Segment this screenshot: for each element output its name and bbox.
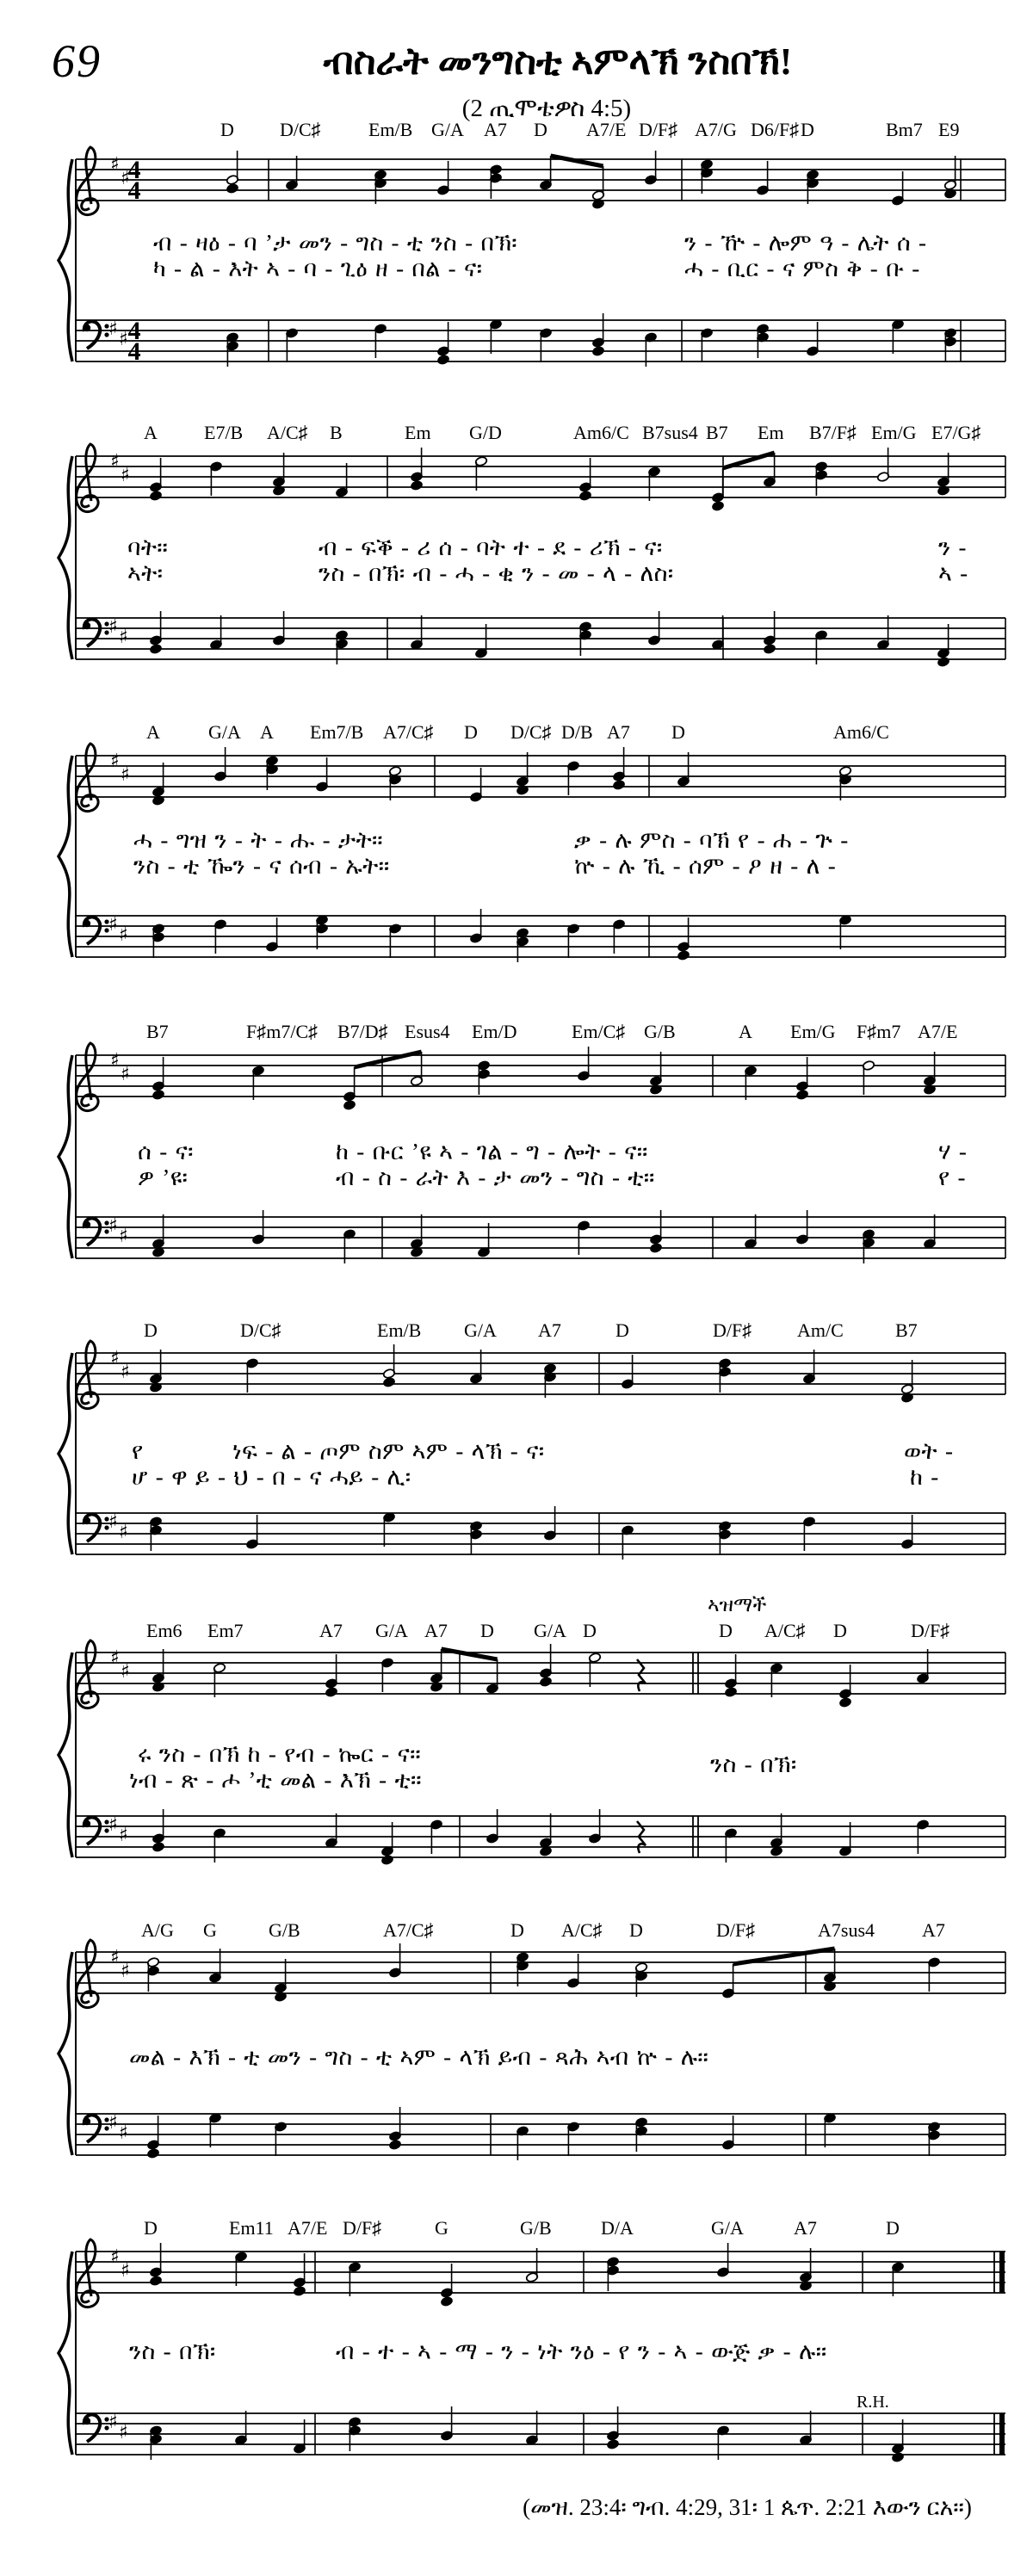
chord-symbol: Em — [758, 422, 784, 443]
lyric-line-segment: የ - — [938, 1164, 966, 1190]
bass-note — [152, 1842, 165, 1853]
chord-symbol: D — [833, 1620, 847, 1641]
bass-note — [150, 644, 163, 655]
lyric-line-segment: ነብ - ጽ - ሖ ’ቲ መል - እኽ - ቲ። — [129, 1767, 422, 1793]
sharp-icon: ♯ — [108, 914, 118, 936]
treble-note — [540, 1677, 553, 1688]
bass-note — [437, 355, 450, 366]
chord-symbol: A — [146, 721, 160, 743]
chord-symbol: Em7 — [207, 1620, 244, 1641]
treble-note — [579, 491, 592, 502]
lyric-line-segment: ብ - ተ - ኣ - ማ - ን - ነት ንዕ - የ ን - ኣ - ውጅ ቃ - ሉ። — [336, 2338, 827, 2364]
chord-symbol: A/C♯ — [267, 422, 308, 443]
chord-symbol: Esus4 — [405, 1021, 450, 1042]
lyric-line-segment: ን - ዅ - ሎም ዓ - ሌት ሰ - — [684, 230, 927, 256]
lyric-line-segment: ንስ - ቲ ዀን - ና ሰብ - ኡት። — [133, 853, 390, 879]
lyric-line-segment: ወት - — [904, 1438, 954, 1464]
treble-note — [152, 1090, 165, 1101]
refrain-label: ኣዝማች — [708, 1594, 767, 1615]
chord-symbol: D — [144, 1319, 158, 1341]
sharp-icon: ♯ — [110, 1647, 120, 1669]
chord-symbol: E9 — [938, 119, 960, 140]
chord-symbol: Bm7 — [886, 119, 923, 140]
sharp-icon: ♯ — [108, 2112, 118, 2134]
system-brace — [59, 1353, 72, 1554]
chord-symbol: G/A — [711, 2217, 744, 2239]
system-brace — [59, 2252, 72, 2455]
treble-note — [294, 2286, 306, 2297]
lyric-line-segment: ከ - — [910, 1464, 939, 1490]
treble-note — [712, 501, 725, 512]
sharp-icon: ♯ — [108, 1814, 118, 1836]
bass-clef-icon — [84, 2118, 90, 2125]
chord-symbol: A7 — [538, 1319, 561, 1341]
chord-symbol: G/A — [464, 1319, 497, 1341]
treble-note — [839, 1697, 852, 1708]
sharp-icon: ♯ — [108, 2412, 118, 2433]
treble-note — [226, 183, 239, 195]
treble-note — [725, 1687, 738, 1698]
chord-symbol: G/A — [534, 1620, 566, 1641]
chord-symbol: D — [220, 119, 234, 140]
chord-symbol: A/C♯ — [561, 1919, 603, 1941]
time-signature: 4 — [127, 156, 141, 184]
system-brace — [59, 1055, 72, 1258]
chord-symbol: F♯m7/C♯ — [246, 1021, 319, 1042]
bass-note — [677, 950, 690, 961]
chord-symbol: B7/F♯ — [809, 422, 857, 443]
sharp-icon: ♯ — [108, 1511, 118, 1533]
chord-symbol: A7/G — [695, 119, 737, 140]
treble-clef-icon — [77, 444, 98, 512]
sharp-icon: ♯ — [119, 2422, 128, 2443]
bass-note — [764, 644, 776, 655]
lyric-line-segment: ሩ ንስ - በኽ ከ - የብ - ኰር - ና። — [138, 1741, 422, 1767]
sharp-icon: ♯ — [121, 1961, 130, 1982]
chord-symbol: D/F♯ — [716, 1919, 756, 1941]
lyric-line-segment: ን - — [938, 534, 967, 560]
bass-clef-icon — [84, 622, 90, 629]
time-signature: 4 — [127, 337, 141, 366]
lyric-line-segment: ብ - ስ - ራት እ - ታ መን - ግስ - ቲ። — [336, 1164, 655, 1190]
chord-symbol: G — [435, 2217, 448, 2239]
chord-symbol: A/C♯ — [764, 1620, 806, 1641]
sharp-icon: ♯ — [121, 465, 130, 486]
bass-clef-icon — [84, 324, 90, 331]
chord-symbol: D — [719, 1620, 733, 1641]
chord-symbol: A — [260, 721, 274, 743]
bass-clef-icon — [84, 920, 90, 927]
sharp-icon: ♯ — [119, 1226, 128, 1247]
sharp-icon: ♯ — [108, 616, 118, 638]
sharp-icon: ♯ — [110, 751, 120, 772]
bass-clef-icon — [84, 1517, 90, 1524]
lyric-line-segment: ሰ - ና፡ — [138, 1139, 194, 1164]
sharp-icon: ♯ — [119, 1522, 128, 1543]
chord-symbol: D — [510, 1919, 524, 1941]
sharp-icon: ♯ — [110, 2246, 120, 2268]
treble-clef-icon — [77, 147, 98, 215]
chord-symbol: A7sus4 — [818, 1919, 875, 1941]
chord-symbol: D/C♯ — [240, 1319, 281, 1341]
system-brace — [59, 456, 72, 659]
chord-symbol: A — [144, 422, 158, 443]
chord-symbol: D/C♯ — [510, 721, 552, 743]
lyric-line-segment: ሆ - ዋ ይ - ህ - በ - ና ሓይ - ሊ፡ — [132, 1464, 411, 1490]
chord-symbol: G/B — [269, 1919, 300, 1941]
chord-symbol: Em/B — [377, 1319, 422, 1341]
treble-clef-icon — [77, 1940, 98, 2008]
sharp-icon: ♯ — [121, 1362, 130, 1383]
sharp-icon: ♯ — [119, 924, 128, 946]
chord-symbol: G/B — [520, 2217, 552, 2239]
lyric-line-segment: ንስ - በኽ፡ — [129, 2338, 216, 2364]
bass-note — [592, 346, 605, 357]
lyric-line-segment: ሓ - ቢር - ና ምስ ቅ - ቡ - — [684, 256, 920, 281]
chord-symbol: D — [583, 1620, 597, 1641]
chord-symbol: D — [615, 1319, 629, 1341]
chord-symbol: B7 — [146, 1021, 169, 1042]
chord-symbol: Em6 — [146, 1620, 182, 1641]
sharp-icon: ♯ — [110, 1348, 120, 1369]
sharp-icon: ♯ — [110, 1947, 120, 1968]
bass-note — [607, 2439, 620, 2450]
sharp-icon: ♯ — [121, 1064, 130, 1085]
beam — [551, 156, 603, 166]
chord-symbol: A7 — [922, 1919, 945, 1941]
chord-symbol: D/B — [561, 721, 593, 743]
chord-symbol: A7 — [794, 2217, 817, 2239]
treble-clef-icon — [77, 744, 98, 812]
right-hand-label: R.H. — [857, 2393, 889, 2412]
lyric-line-segment: ንስ - በኽ፡ ብ - ሓ - ቂ ን - መ - ላ - ለስ፡ — [319, 560, 674, 586]
chord-symbol: A/G — [141, 1919, 174, 1941]
treble-note — [343, 1100, 356, 1111]
final-barline — [999, 2413, 1005, 2455]
bass-clef-icon — [84, 1221, 90, 1228]
chord-symbol: D/A — [601, 2217, 634, 2239]
lyric-line-segment: ብ - ፍቕ - ሪ ሰ - ባት ተ - ደ - ሪኽ - ና፡ — [319, 534, 663, 560]
bass-note — [937, 657, 950, 668]
chord-symbol: Am6/C — [573, 422, 629, 443]
chord-symbol: D — [671, 721, 685, 743]
chord-symbol: A7/E — [918, 1021, 958, 1042]
scripture-footer: (መዝ. 23:4፡ ግብ. 4:29, 31፡ 1 ጴጥ. 2:21 እውን ርአ።) — [523, 2494, 972, 2520]
treble-note — [325, 1687, 338, 1698]
treble-note — [796, 1090, 809, 1101]
beam — [442, 1649, 498, 1659]
treble-clef-icon — [77, 1341, 98, 1409]
system-brace — [59, 1652, 72, 1857]
lyric-line-segment: ንስ - በኽ፡ — [710, 1751, 797, 1777]
treble-clef-icon — [77, 1043, 98, 1111]
treble-clef-icon — [77, 2239, 98, 2307]
lyric-line-segment: ካ - ል - እት ኣ - ባ - ጊዕ ዘ - በል - ና፡ — [153, 256, 483, 281]
lyric-line-segment: ሃ - — [938, 1139, 968, 1164]
system-brace — [59, 1952, 72, 2155]
chord-symbol: Em11 — [229, 2217, 274, 2239]
chord-symbol: D — [534, 119, 547, 140]
system-brace — [59, 756, 72, 957]
chord-symbol: E7/B — [204, 422, 244, 443]
sharp-icon: ♯ — [121, 764, 130, 786]
chord-symbol: B7 — [895, 1319, 918, 1341]
lyric-line-segment: የ — [132, 1438, 144, 1464]
lyric-line-segment: ባት። — [127, 534, 169, 560]
lyric-line-segment: ከ - ቡር ’ዩ ኣ - ገል - ግ - ሎት - ና። — [336, 1139, 648, 1164]
sharp-icon: ♯ — [110, 451, 120, 473]
lyric-line-segment: ቃ - ሉ ምስ - ባኽ የ - ሐ - ጕ - — [574, 827, 849, 853]
sharp-icon: ♯ — [119, 329, 128, 350]
chord-symbol: B — [330, 422, 343, 443]
chord-symbol: D/C♯ — [280, 119, 321, 140]
sharp-icon: ♯ — [119, 1825, 128, 1846]
chord-symbol: D6/F♯ — [751, 119, 800, 140]
chord-symbol: D/F♯ — [713, 1319, 752, 1341]
chord-symbol: D — [629, 1919, 643, 1941]
sharp-icon: ♯ — [119, 627, 128, 648]
chord-symbol: G/D — [469, 422, 502, 443]
final-barline — [999, 2252, 1005, 2293]
chord-symbol: E7/G♯ — [931, 422, 981, 443]
chord-symbol: F♯m7 — [857, 1021, 901, 1042]
lyric-line-segment: ኣት፡ — [127, 560, 164, 586]
lyric-line-segment: ነፍ - ል - ጦም ስም ኣም - ላኽ - ና፡ — [232, 1438, 545, 1464]
chord-symbol: Em/B — [368, 119, 413, 140]
chord-symbol: Em/D — [472, 1021, 517, 1042]
treble-note — [150, 2276, 163, 2287]
time-signature: 4 — [127, 317, 141, 345]
bass-note — [892, 2452, 905, 2463]
chord-symbol: A7/C♯ — [383, 1919, 434, 1941]
system-brace — [59, 159, 72, 361]
chord-symbol: Em7/B — [310, 721, 364, 743]
chord-symbol: D/F♯ — [639, 119, 678, 140]
chord-symbol: G/A — [431, 119, 464, 140]
treble-note — [441, 2296, 454, 2307]
chord-symbol: G/B — [644, 1021, 676, 1042]
chord-symbol: D — [144, 2217, 158, 2239]
time-signature: 4 — [127, 176, 141, 205]
lyric-line-segment: ኣ - — [938, 560, 968, 586]
song-title: ብስራት መንግስቲ ኣምላኽ ንስበኽ! — [323, 40, 793, 83]
sharp-icon: ♯ — [110, 1050, 120, 1072]
sharp-icon: ♯ — [119, 2122, 128, 2144]
chord-symbol: D — [886, 2217, 900, 2239]
chord-symbol: A7 — [484, 119, 507, 140]
treble-note — [411, 480, 424, 491]
lyric-line-segment: መል - እኽ - ቲ መን - ግስ - ቲ ኣም - ላኽ ይብ - ጻሕ ኣብ ኵ - ሉ። — [129, 2044, 709, 2070]
treble-note — [383, 1377, 396, 1388]
chord-symbol: A7/C♯ — [383, 721, 434, 743]
lyric-line-segment: ዎ ’ዩ፡ — [138, 1164, 189, 1190]
bass-clef-icon — [84, 2418, 90, 2425]
chord-symbol: D/F♯ — [343, 2217, 382, 2239]
chord-symbol: G/A — [375, 1620, 408, 1641]
chord-symbol: Am/C — [797, 1319, 844, 1341]
lyric-line-segment: ኵ - ሉ ኺ - ሰም - ዖ ዘ - ለ - — [574, 853, 837, 879]
treble-clef-icon — [77, 1640, 98, 1708]
chord-symbol: Em/G — [871, 422, 917, 443]
chord-symbol: B7/D♯ — [337, 1021, 388, 1042]
treble-note — [150, 491, 163, 502]
bass-clef-icon — [84, 1820, 90, 1827]
bass-note — [381, 1855, 394, 1866]
sharp-icon: ♯ — [121, 168, 130, 189]
chord-symbol: G — [203, 1919, 217, 1941]
sharp-icon: ♯ — [121, 2260, 130, 2282]
bass-note — [650, 1243, 663, 1254]
chord-symbol: D — [464, 721, 478, 743]
chord-symbol: A7/E — [586, 119, 627, 140]
chord-symbol: A7 — [607, 721, 630, 743]
sharp-icon: ♯ — [110, 154, 120, 176]
bass-note — [389, 2140, 402, 2151]
chord-symbol: Em/C♯ — [572, 1021, 626, 1042]
chord-symbol: A7 — [319, 1620, 343, 1641]
bass-note — [147, 2148, 160, 2159]
sharp-icon: ♯ — [121, 1661, 130, 1683]
sharp-icon: ♯ — [108, 1215, 118, 1237]
chord-symbol: A — [739, 1021, 752, 1042]
chord-symbol: Am6/C — [833, 721, 889, 743]
lyric-line-segment: ብ - ዛዕ - ባ ’ታ መን - ግስ - ቲ ንስ - በኽ፡ — [153, 230, 517, 256]
song-number: 69 — [52, 35, 102, 87]
quarter-rest — [637, 1659, 646, 1691]
scripture-subtitle: (2 ጢሞቴዎስ 4:5) — [461, 95, 632, 122]
chord-symbol: B7 — [706, 422, 728, 443]
chord-symbol: D — [480, 1620, 494, 1641]
chord-symbol: Em — [405, 422, 431, 443]
sharp-icon: ♯ — [108, 318, 118, 340]
chord-symbol: Em/G — [790, 1021, 836, 1042]
chord-symbol: A7/E — [288, 2217, 328, 2239]
chord-symbol: D — [801, 119, 814, 140]
lyric-line-segment: ሓ - ግዝ ን - ት - ሑ - ታት። — [133, 827, 383, 853]
chord-symbol: A7 — [424, 1620, 448, 1641]
chord-symbol: B7sus4 — [642, 422, 698, 443]
chord-symbol: D/F♯ — [911, 1620, 950, 1641]
treble-note — [613, 780, 626, 791]
chord-symbol: G/A — [208, 721, 241, 743]
